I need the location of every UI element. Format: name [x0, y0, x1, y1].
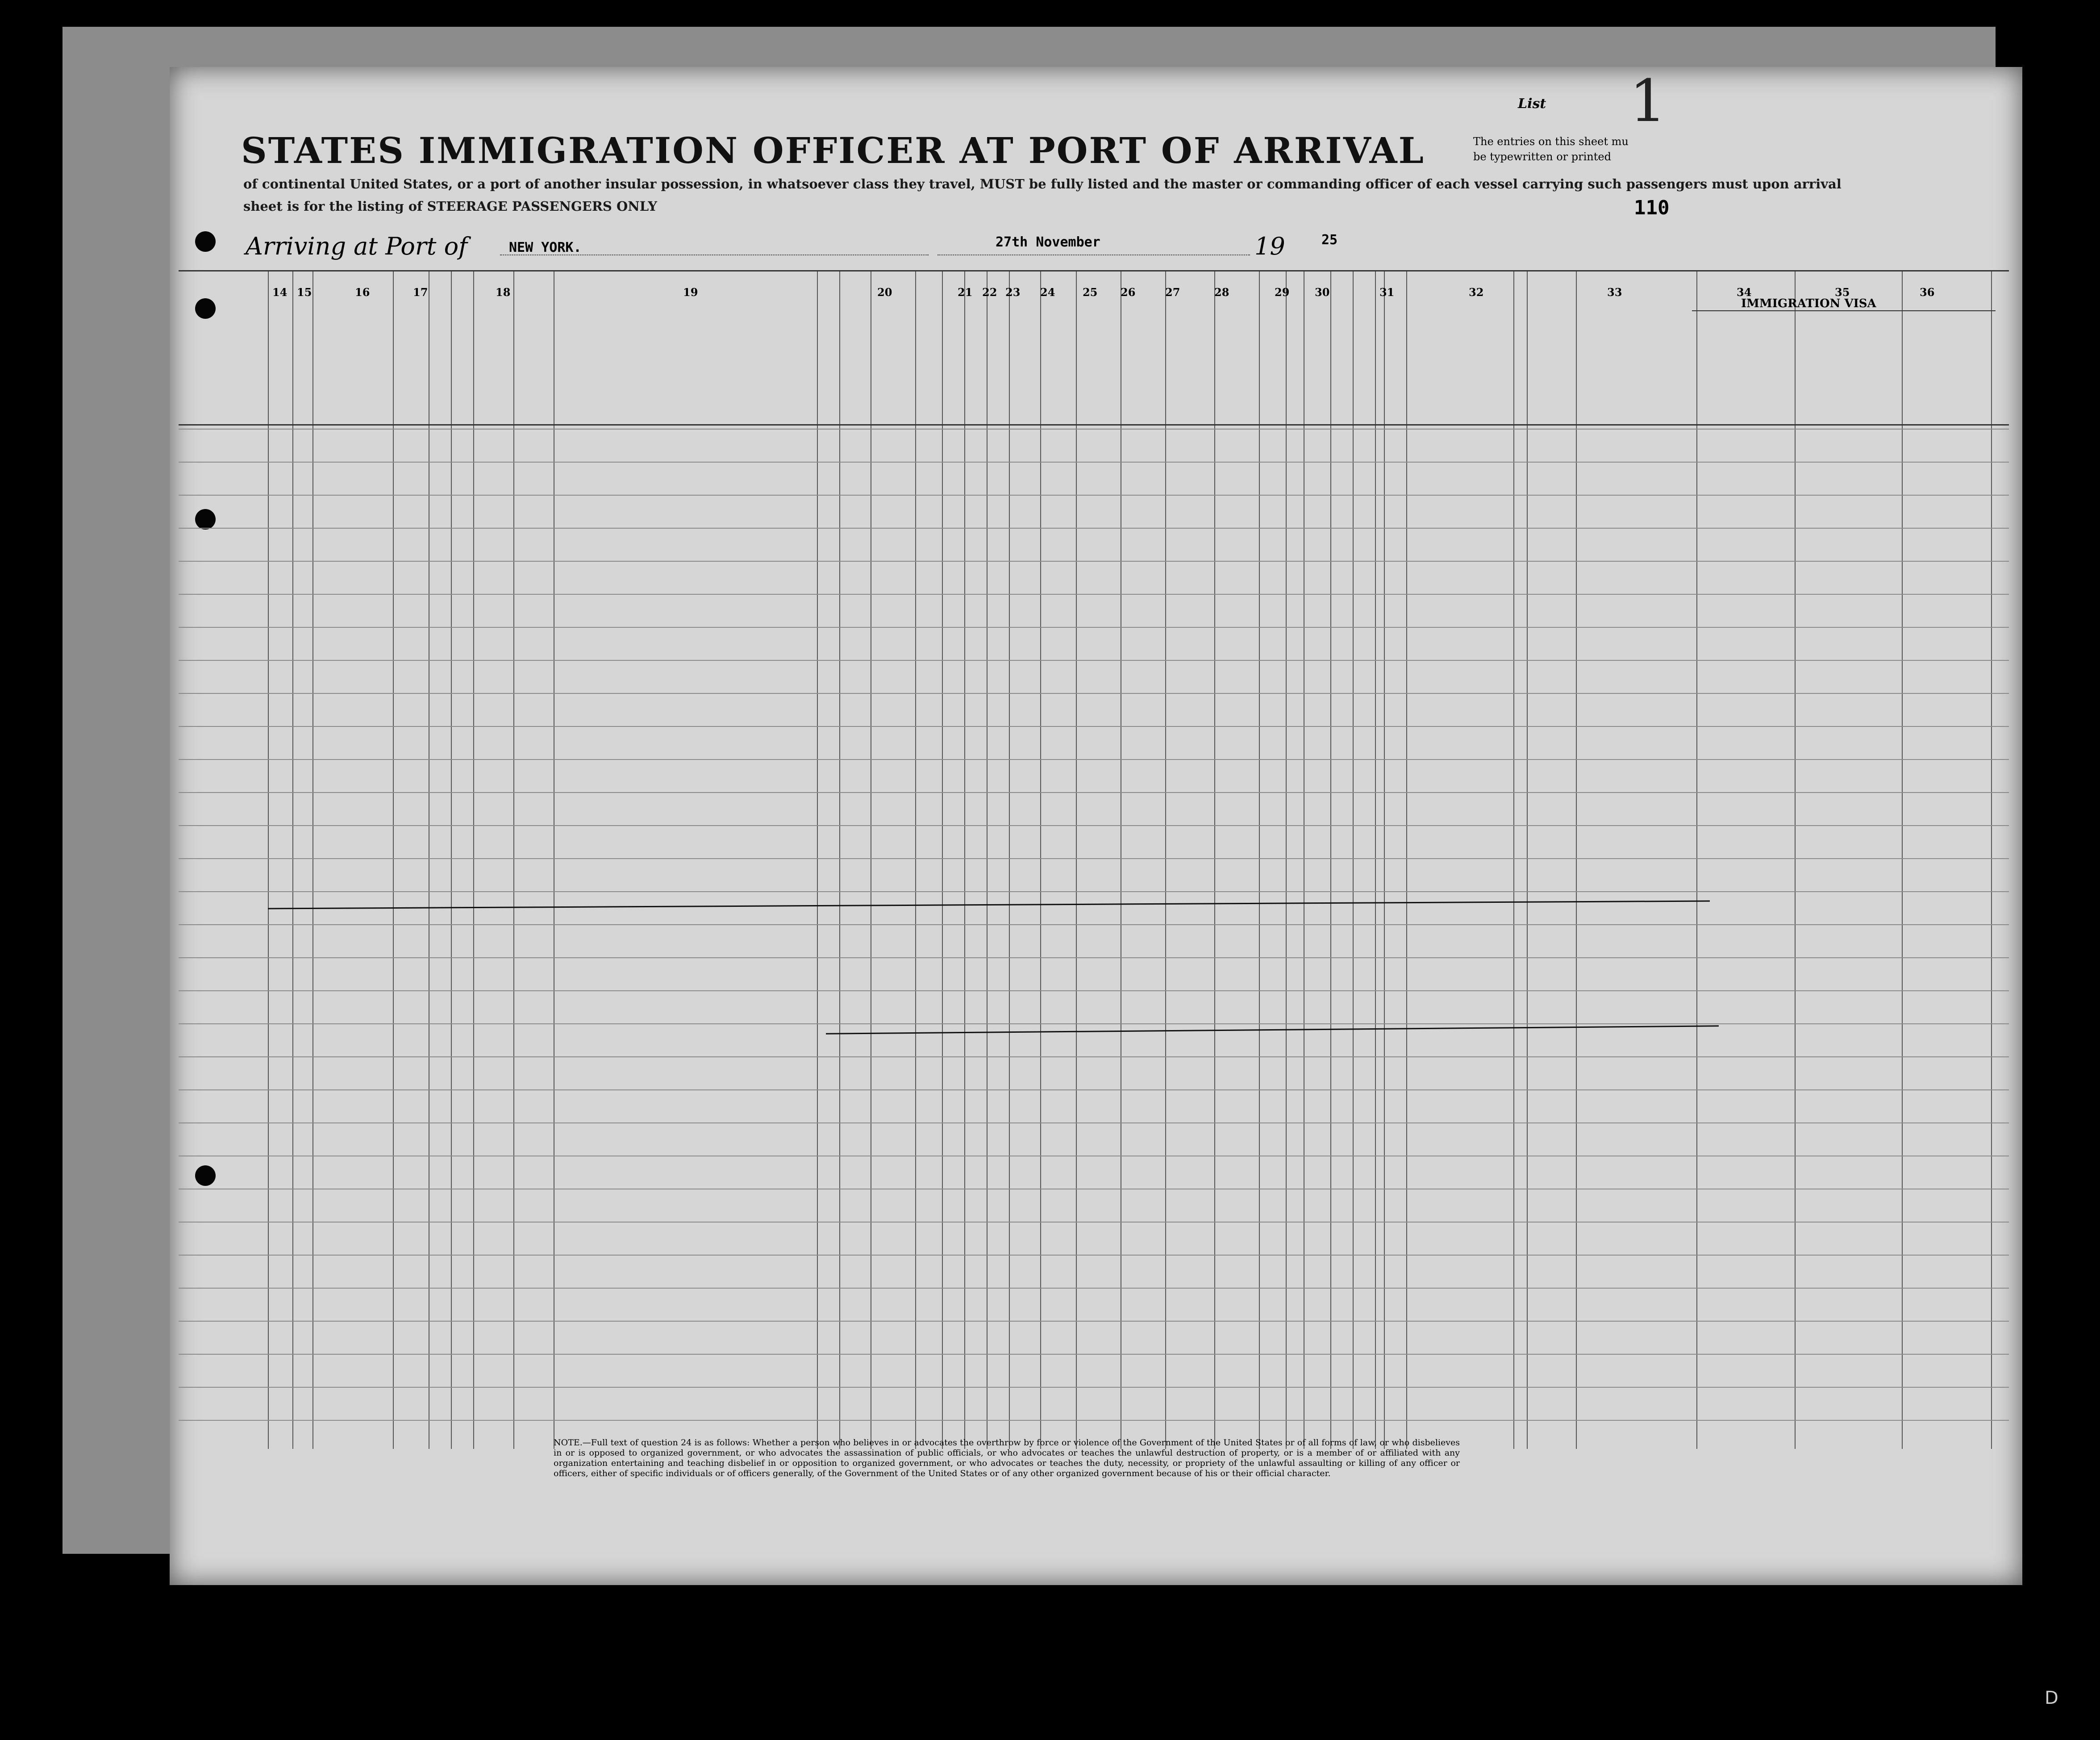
column-number: 20: [877, 286, 892, 299]
column-rule: [1286, 270, 1287, 1449]
column-number: 36: [1920, 286, 1935, 299]
row-rule: [179, 693, 2009, 694]
row-rule: [179, 429, 2009, 430]
row-rule: [179, 1056, 2009, 1057]
column-rule: [1009, 270, 1010, 1449]
column-rule: [1165, 270, 1166, 1449]
column-number: 24: [1040, 286, 1055, 299]
column-rule: [1214, 270, 1215, 1449]
row-rule: [179, 825, 2009, 826]
row-rule: [179, 495, 2009, 496]
page-title: STATES IMMIGRATION OFFICER AT PORT OF ARRIVAL: [241, 129, 1425, 171]
subtitle-line-1: of continental United States, or a port of another insular possession, in whatsoever class they travel, MUST be fully listed and the master or commanding officer of each vessel carrying such passengers must upon arrival: [243, 176, 1842, 192]
row-rule: [179, 858, 2009, 859]
column-number: 26: [1121, 286, 1136, 299]
column-rule: [1527, 270, 1528, 1449]
row-rule: [179, 594, 2009, 595]
right-note-1: The entries on this sheet mu: [1473, 135, 1629, 148]
column-rule: [1384, 270, 1385, 1449]
column-rule: [473, 270, 474, 1449]
column-number: 27: [1165, 286, 1180, 299]
row-rule: [179, 1387, 2009, 1388]
date-field: 27th November: [996, 234, 1100, 250]
row-rule: [179, 957, 2009, 958]
row-rule: [179, 1321, 2009, 1322]
column-rule: [915, 270, 916, 1449]
column-number: 25: [1083, 286, 1098, 299]
column-number: 33: [1607, 286, 1622, 299]
column-number: 21: [958, 286, 973, 299]
column-number: 34: [1737, 286, 1752, 299]
arriving-label: Arriving at Port of: [246, 232, 468, 260]
column-rule: [1040, 270, 1041, 1449]
column-rule: [942, 270, 943, 1449]
corner-mark: D: [2045, 1688, 2058, 1708]
column-rule: [1076, 270, 1077, 1449]
column-number: 16: [355, 286, 370, 299]
row-rule: [179, 462, 2009, 463]
list-number: 1: [1629, 67, 1667, 135]
row-rule: [179, 759, 2009, 760]
column-rule: [839, 270, 840, 1449]
row-rule: [179, 627, 2009, 628]
row-rule: [179, 1023, 2009, 1024]
header-top-rule: [179, 270, 2009, 271]
column-rule: [1902, 270, 1903, 1449]
column-rule: [1353, 270, 1354, 1449]
row-rule: [179, 792, 2009, 793]
column-rule: [268, 270, 269, 1449]
manifest-table: [179, 270, 2009, 1449]
column-number: 15: [297, 286, 312, 299]
column-rule: [1330, 270, 1331, 1449]
column-rule: [1375, 270, 1376, 1449]
column-number: 32: [1469, 286, 1484, 299]
row-rule: [179, 660, 2009, 661]
column-rule: [1696, 270, 1697, 1449]
column-rule: [1513, 270, 1514, 1449]
row-rule: [179, 1420, 2009, 1421]
row-rule: [179, 891, 2009, 892]
row-rule: [179, 1288, 2009, 1289]
header-bottom-rule: [179, 424, 2009, 426]
row-rule: [179, 561, 2009, 562]
column-number: 29: [1275, 286, 1290, 299]
column-rule: [393, 270, 394, 1449]
row-rule: [179, 726, 2009, 727]
row-rule: [179, 924, 2009, 925]
sheet-stamp-number: 110: [1634, 196, 1670, 219]
column-rule: [817, 270, 818, 1449]
column-rule: [451, 270, 452, 1449]
row-rule: [179, 528, 2009, 529]
column-number: 19: [683, 286, 698, 299]
row-rule: [179, 1089, 2009, 1090]
visa-header: IMMIGRATION VISA: [1741, 297, 1876, 310]
column-number: 17: [413, 286, 428, 299]
column-number: 35: [1835, 286, 1850, 299]
column-rule: [1991, 270, 1992, 1449]
column-number: 31: [1379, 286, 1395, 299]
column-rule: [1795, 270, 1796, 1449]
column-number: 23: [1005, 286, 1021, 299]
binder-hole: [195, 231, 216, 252]
row-rule: [179, 990, 2009, 991]
column-rule: [292, 270, 293, 1449]
column-rule: [1259, 270, 1260, 1449]
row-rule: [179, 1255, 2009, 1256]
column-number: 30: [1315, 286, 1330, 299]
subtitle-line-2: sheet is for the listing of STEERAGE PASSENGERS ONLY: [243, 199, 657, 214]
column-number: 22: [982, 286, 997, 299]
year-prefix: 19: [1254, 232, 1285, 260]
list-label: List: [1518, 96, 1546, 112]
port-field: NEW YORK.: [509, 240, 582, 255]
column-rule: [312, 270, 313, 1449]
right-note-2: be typewritten or printed: [1473, 150, 1611, 163]
column-rule: [964, 270, 965, 1449]
visa-rule: [1692, 310, 1996, 311]
column-rule: [1406, 270, 1407, 1449]
column-rule: [513, 270, 514, 1449]
footnote-question-24: NOTE.—Full text of question 24 is as follows: Whether a person who believes in or advocates the overthrow by force or violence of the Government of the United States or of all forms of law, or who disbelieves in or is opposed to organized government, or who advocates the assassination of public officials, or who advocates or teaches the unlawful destruction of property, or is a member of or affiliated with any organization entertaining and teaching disbelief in or opposition to organized government, or who advocates or teaches the duty, necessity, or propriety of the unlawful assaulting or killing of any officer or officers, either of specific individuals or of officers generally, of the Government of the United States or of any other organized government because of his or their official character.: [554, 1438, 1460, 1478]
column-number: 18: [496, 286, 511, 299]
column-rule: [1576, 270, 1577, 1449]
column-number: 28: [1214, 286, 1229, 299]
column-rule: [987, 270, 988, 1449]
row-rule: [179, 1354, 2009, 1355]
year-suffix: 25: [1321, 232, 1338, 248]
row-rule: [179, 1222, 2009, 1223]
column-number: 14: [272, 286, 288, 299]
row-rule: [179, 1122, 2009, 1123]
